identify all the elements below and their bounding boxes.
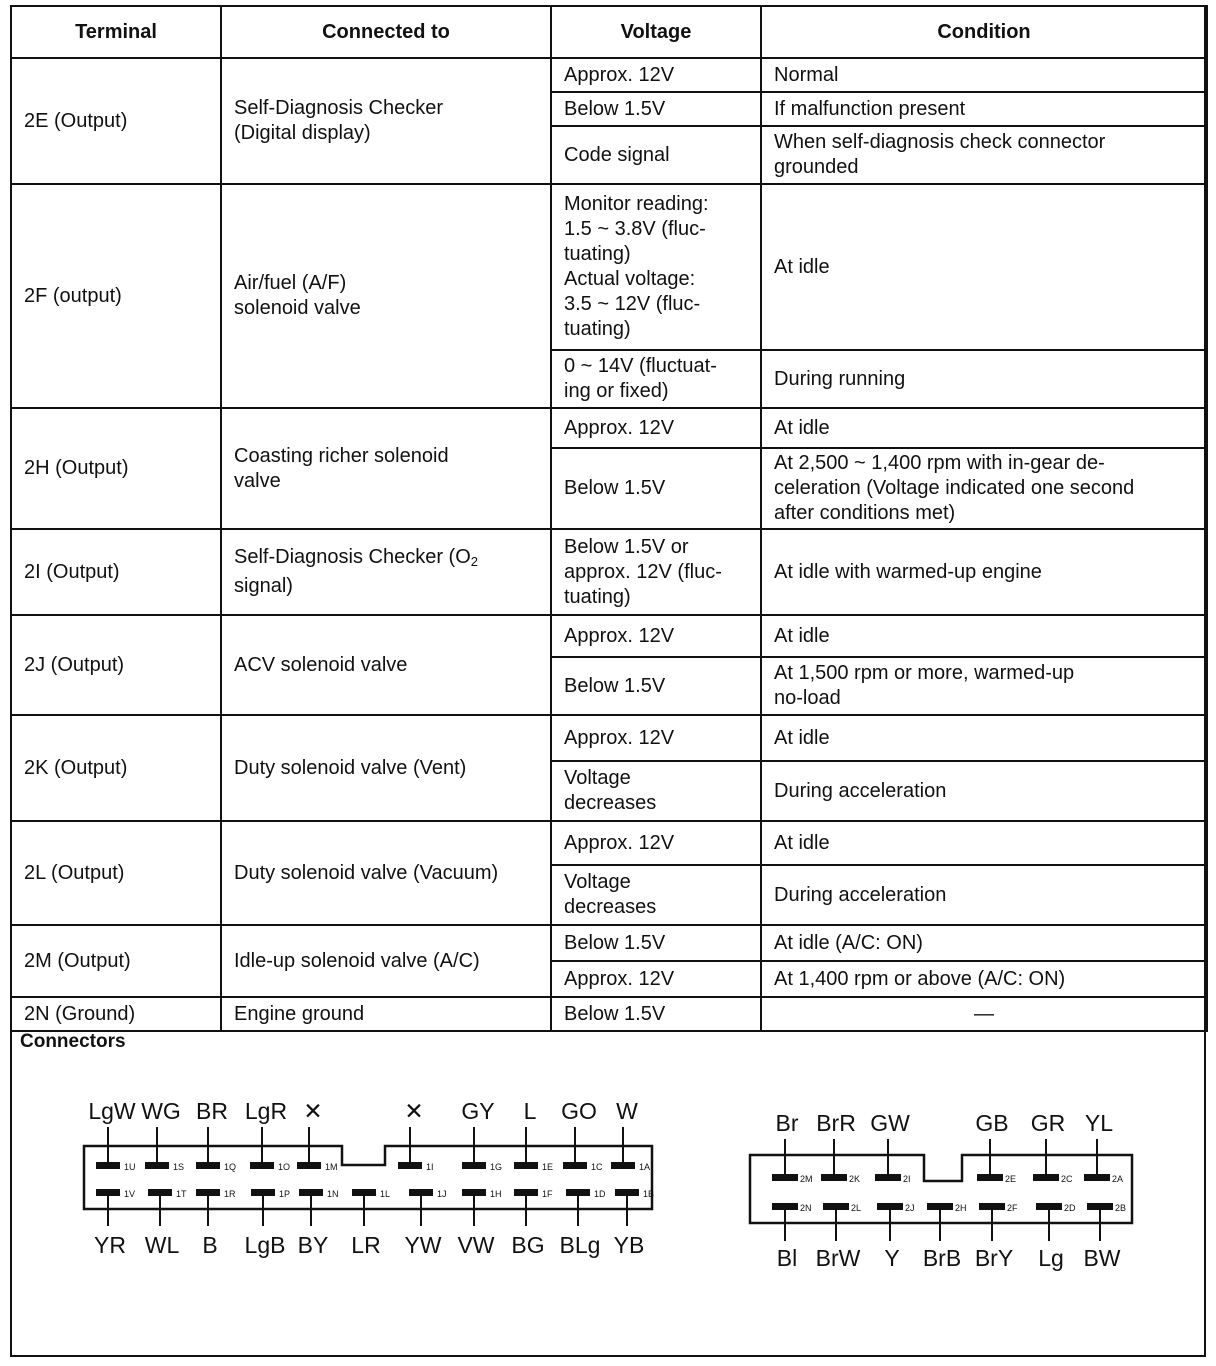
left-bottom-pin-label: 1V (124, 1189, 136, 1199)
connectors-title: Connectors (20, 1031, 126, 1052)
right-top-pin (1084, 1174, 1110, 1181)
left-bottom-pin (462, 1189, 486, 1196)
right-bottom-wire-label: BrW (815, 1245, 861, 1271)
condition-cell: At idle (A/C: ON) (761, 925, 1207, 961)
left-bottom-wire-label: YB (613, 1232, 645, 1258)
terminal-cell: 2N (Ground) (11, 997, 221, 1031)
voltage-cell: Monitor reading: 1.5 ~ 3.8V (fluc- tuating) Actual voltage: 3.5 ~ 12V (fluc- tuating) (551, 184, 761, 350)
right-bottom-pin-label: 2L (851, 1203, 862, 1213)
left-top-wire-label: W (616, 1098, 638, 1124)
condition-cell: When self-diagnosis check connector grounded (761, 126, 1207, 184)
condition-cell: At 2,500 ~ 1,400 rpm with in-gear de- celeration (Voltage indicated one second after conditions met) (761, 448, 1207, 529)
left-bottom-pin-label: 1D (594, 1189, 606, 1199)
right-top-wire-label: YL (1084, 1110, 1114, 1136)
header-condition: Condition (761, 6, 1207, 58)
left-top-pin-label: 1U (124, 1162, 136, 1172)
left-bottom-pin (352, 1189, 376, 1196)
voltage-cell: Approx. 12V (551, 615, 761, 657)
right-bottom-pin (772, 1203, 798, 1210)
voltage-cell: Approx. 12V (551, 58, 761, 92)
left-top-pin-label: 1I (426, 1162, 434, 1172)
left-bottom-pin-label: 1N (327, 1189, 339, 1199)
voltage-cell: Approx. 12V (551, 408, 761, 448)
condition-cell: If malfunction present (761, 92, 1207, 126)
condition-cell: At 1,500 rpm or more, warmed-up no-load (761, 657, 1207, 715)
left-bottom-pin (409, 1189, 433, 1196)
table-body (11, 58, 1207, 1031)
right-bottom-wire-label: Lg (1038, 1245, 1064, 1271)
left-connector-body (84, 1146, 655, 1209)
right-bottom-wire-label: BW (1083, 1245, 1121, 1271)
left-bottom-pin (96, 1189, 120, 1196)
left-bottom-wire-label: BY (297, 1232, 329, 1258)
condition-cell: At idle (761, 408, 1207, 448)
left-top-pin (297, 1162, 321, 1169)
right-top-pin (772, 1174, 798, 1181)
voltage-cell: Code signal (551, 126, 761, 184)
left-bottom-pin-label: 1T (176, 1189, 187, 1199)
connected-to-cell: Duty solenoid valve (Vent) (221, 715, 551, 821)
right-top-wire-label: GR (1030, 1110, 1066, 1136)
left-bottom-wire-label: WL (144, 1232, 180, 1258)
right-bottom-pin (979, 1203, 1005, 1210)
connected-to-cell: Coasting richer solenoid valve (221, 408, 551, 529)
left-bottom-pin (299, 1189, 323, 1196)
left-top-wire-label: GO (561, 1098, 597, 1124)
right-bottom-pin-label: 2B (1115, 1203, 1127, 1213)
terminal-cell: 2M (Output) (11, 925, 221, 997)
right-top-wire-label: GW (870, 1110, 910, 1136)
connected-to-cell: Self-Diagnosis Checker ($O_2$ signal) (221, 529, 551, 615)
right-top-pin-label: 2A (1112, 1174, 1124, 1184)
connected-to-cell: Self-Diagnosis Checker (Digital display) (221, 58, 551, 184)
left-top-pin (196, 1162, 220, 1169)
condition-cell: At 1,400 rpm or above (A/C: ON) (761, 961, 1207, 997)
terminal-cell: 2J (Output) (11, 615, 221, 715)
voltage-cell: Approx. 12V (551, 821, 761, 865)
table-row (11, 925, 1207, 961)
condition-cell: During running (761, 350, 1207, 408)
condition-cell: At idle (761, 615, 1207, 657)
right-bottom-pin-label: 2D (1064, 1203, 1076, 1213)
left-top-pin (250, 1162, 274, 1169)
right-bottom-pin (1087, 1203, 1113, 1210)
left-bottom-pin (514, 1189, 538, 1196)
header-connected-to: Connected to (221, 6, 551, 58)
table-header-row (11, 6, 1207, 58)
voltage-cell: Below 1.5V (551, 657, 761, 715)
voltage-cell: Below 1.5V (551, 92, 761, 126)
right-top-pin-label: 2K (849, 1174, 861, 1184)
condition-cell: During acceleration (761, 865, 1207, 925)
right-bottom-wire-label: Y (884, 1245, 900, 1271)
left-top-wire-label: LgW (88, 1098, 136, 1124)
voltage-cell: Below 1.5V (551, 997, 761, 1031)
left-top-wire-label: BR (196, 1098, 228, 1124)
left-bottom-pin (251, 1189, 275, 1196)
right-bottom-pin (927, 1203, 953, 1210)
header-terminal: Terminal (11, 6, 221, 58)
voltage-cell: Below 1.5V (551, 448, 761, 529)
left-top-pin (611, 1162, 635, 1169)
left-top-wire-label: GY (461, 1098, 495, 1124)
left-top-wire-label: WG (141, 1098, 181, 1124)
left-bottom-pin-label: 1B (643, 1189, 655, 1199)
table-row (11, 615, 1207, 657)
right-bottom-wire-label: BrY (974, 1245, 1014, 1271)
left-top-pin (462, 1162, 486, 1169)
left-bottom-pin-label: 1J (437, 1189, 447, 1199)
left-top-pin (563, 1162, 587, 1169)
voltage-cell: Approx. 12V (551, 961, 761, 997)
left-top-pin (398, 1162, 422, 1169)
condition-cell: Normal (761, 58, 1207, 92)
condition-cell: At idle (761, 821, 1207, 865)
connector-diagram (12, 1019, 1204, 1355)
voltage-cell: Approx. 12V (551, 715, 761, 761)
table-row (11, 715, 1207, 761)
left-bottom-pin-label: 1P (279, 1189, 291, 1199)
left-top-wire-label: LgR (244, 1098, 288, 1124)
spec-sheet (10, 5, 1206, 1357)
right-bottom-pin (877, 1203, 903, 1210)
left-top-pin-label: 1M (325, 1162, 338, 1172)
left-bottom-pin (566, 1189, 590, 1196)
connected-to-cell: Engine ground (221, 997, 551, 1031)
right-top-pin-label: 2I (903, 1174, 911, 1184)
condition-cell: During acceleration (761, 761, 1207, 821)
left-bottom-pin-label: 1H (490, 1189, 502, 1199)
table-row (11, 408, 1207, 448)
right-bottom-pin-label: 2H (955, 1203, 967, 1213)
right-bottom-pin-label: 2N (800, 1203, 812, 1213)
voltage-cell: Voltage decreases (551, 761, 761, 821)
voltage-cell: 0 ~ 14V (fluctuat- ing or fixed) (551, 350, 761, 408)
right-bottom-pin-label: 2F (1007, 1203, 1018, 1213)
left-bottom-wire-label: YR (94, 1232, 126, 1258)
right-top-pin (1033, 1174, 1059, 1181)
left-top-pin-label: 1Q (224, 1162, 237, 1172)
terminal-cell: 2H (Output) (11, 408, 221, 529)
left-bottom-pin-label: 1F (542, 1189, 553, 1199)
right-top-wire-label: BrR (816, 1110, 856, 1136)
right-bottom-pin (1036, 1203, 1062, 1210)
left-bottom-wire-label: BLg (559, 1232, 601, 1258)
left-bottom-pin (615, 1189, 639, 1196)
left-top-wire-label: ✕ (303, 1098, 323, 1124)
left-top-pin-label: 1S (173, 1162, 185, 1172)
right-bottom-pin-label: 2J (905, 1203, 915, 1213)
condition-cell: At idle (761, 184, 1207, 350)
connected-to-cell: Duty solenoid valve (Vacuum) (221, 821, 551, 925)
left-bottom-wire-label: YW (404, 1232, 442, 1258)
table-row (11, 58, 1207, 92)
terminal-cell: 2I (Output) (11, 529, 221, 615)
left-bottom-wire-label: LgB (244, 1232, 286, 1258)
left-bottom-pin (196, 1189, 220, 1196)
left-bottom-wire-label: BG (511, 1232, 545, 1258)
left-bottom-pin-label: 1L (380, 1189, 391, 1199)
right-top-pin (821, 1174, 847, 1181)
right-top-pin (977, 1174, 1003, 1181)
right-top-wire-label: Br (775, 1110, 799, 1136)
right-top-pin-label: 2M (800, 1174, 813, 1184)
header-voltage: Voltage (551, 6, 761, 58)
left-top-pin (514, 1162, 538, 1169)
left-top-wire-label: L (523, 1098, 537, 1124)
table-row (11, 529, 1207, 615)
connected-to-cell: Air/fuel (A/F) solenoid valve (221, 184, 551, 408)
condition-cell: At idle with warmed-up engine (761, 529, 1207, 615)
connected-to-cell: ACV solenoid valve (221, 615, 551, 715)
left-bottom-pin-label: 1R (224, 1189, 236, 1199)
right-bottom-wire-label: BrB (922, 1245, 962, 1271)
terminal-cell: 2K (Output) (11, 715, 221, 821)
voltage-cell: Below 1.5V (551, 925, 761, 961)
left-top-pin-label: 1E (542, 1162, 554, 1172)
left-bottom-wire-label: VW (457, 1232, 495, 1258)
voltage-cell: Below 1.5V or approx. 12V (fluc- tuating) (551, 529, 761, 615)
condition-cell: At idle (761, 715, 1207, 761)
left-top-pin-label: 1G (490, 1162, 503, 1172)
right-top-wire-label: GB (975, 1110, 1009, 1136)
right-top-pin-label: 2C (1061, 1174, 1073, 1184)
terminal-cell: 2L (Output) (11, 821, 221, 925)
left-top-pin (145, 1162, 169, 1169)
connectors-section (12, 1019, 1204, 1355)
left-top-pin-label: 1A (639, 1162, 651, 1172)
table-row (11, 184, 1207, 350)
right-bottom-wire-label: Bl (776, 1245, 798, 1271)
terminal-table (10, 5, 1208, 1032)
left-top-wire-label: ✕ (404, 1098, 424, 1124)
right-top-pin-label: 2E (1005, 1174, 1017, 1184)
left-top-pin-label: 1O (278, 1162, 291, 1172)
right-bottom-pin (823, 1203, 849, 1210)
left-bottom-pin (148, 1189, 172, 1196)
left-bottom-wire-label: B (202, 1232, 218, 1258)
left-top-pin-label: 1C (591, 1162, 603, 1172)
terminal-cell: 2F (output) (11, 184, 221, 408)
voltage-cell: Voltage decreases (551, 865, 761, 925)
condition-cell: — (761, 997, 1207, 1031)
right-top-pin (875, 1174, 901, 1181)
left-top-pin (96, 1162, 120, 1169)
left-bottom-wire-label: LR (351, 1232, 381, 1258)
table-row (11, 821, 1207, 865)
connected-to-cell: Idle-up solenoid valve (A/C) (221, 925, 551, 997)
terminal-cell: 2E (Output) (11, 58, 221, 184)
